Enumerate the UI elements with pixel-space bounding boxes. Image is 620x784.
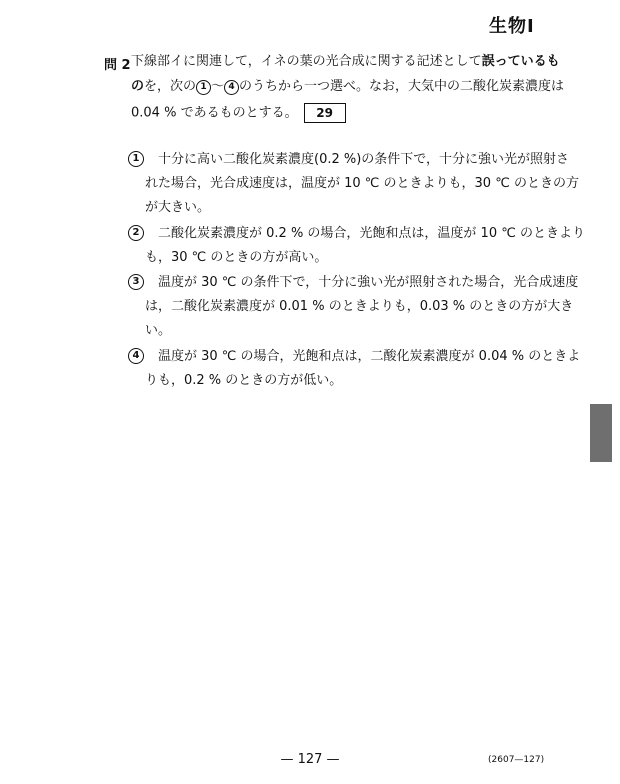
choice-line: りも，0.2 % のときの方が低い。	[145, 373, 343, 388]
question-text: 0.04 % であるものとする。	[131, 105, 298, 121]
subject-title: 生物Ⅰ	[489, 16, 535, 37]
choice-line: が大きい。	[145, 200, 211, 215]
choice-number: 3	[128, 274, 144, 290]
question-line-3	[131, 103, 346, 123]
choice-number: 4	[128, 348, 144, 364]
choice-line: 温度が 30 ℃ の場合，光飽和点は，二酸化炭素濃度が 0.04 % のときよ	[158, 349, 581, 364]
choice-line: 十分に高い二酸化炭素濃度(0.2 %)の条件下で，十分に強い光が照射さ	[158, 152, 570, 167]
answer-box: 29	[304, 103, 346, 123]
choice-line: は，二酸化炭素濃度が 0.01 % のときよりも，0.03 % のときの方が大き	[145, 299, 574, 314]
question-label: 問 2	[104, 58, 131, 73]
question-emphasis: の	[131, 79, 145, 94]
choice-number: 2	[128, 225, 144, 241]
choice-line: も，30 ℃ のときの方が高い。	[145, 250, 328, 265]
side-index-tab	[590, 404, 612, 462]
choice-number: 1	[128, 151, 144, 167]
page-number: — 127 —	[280, 752, 340, 767]
choice-line: 温度が 30 ℃ の条件下で，十分に強い光が照射された場合，光合成速度	[158, 275, 579, 290]
choice-line: れた場合，光合成速度は，温度が 10 ℃ のときよりも，30 ℃ のときの方	[145, 176, 579, 191]
question-emphasis: 誤っているも	[481, 54, 560, 69]
choice-line: い。	[145, 323, 172, 338]
question-text: を，次の	[144, 79, 197, 94]
question-line-1	[131, 55, 560, 68]
range-start-circle: 1	[196, 80, 211, 95]
question-text: 下線部イに関連して，イネの葉の光合成に関する記述として	[131, 54, 482, 69]
question-text: のうちから一つ選べ。なお，大気中の二酸化炭素濃度は	[239, 79, 565, 94]
range-separator: 〜	[211, 79, 225, 94]
range-end-circle: 4	[224, 80, 239, 95]
question-line-2	[131, 80, 564, 95]
exam-code: (2607—127)	[488, 755, 545, 765]
choice-line: 二酸化炭素濃度が 0.2 % の場合，光飽和点は，温度が 10 ℃ のときより	[158, 226, 585, 241]
